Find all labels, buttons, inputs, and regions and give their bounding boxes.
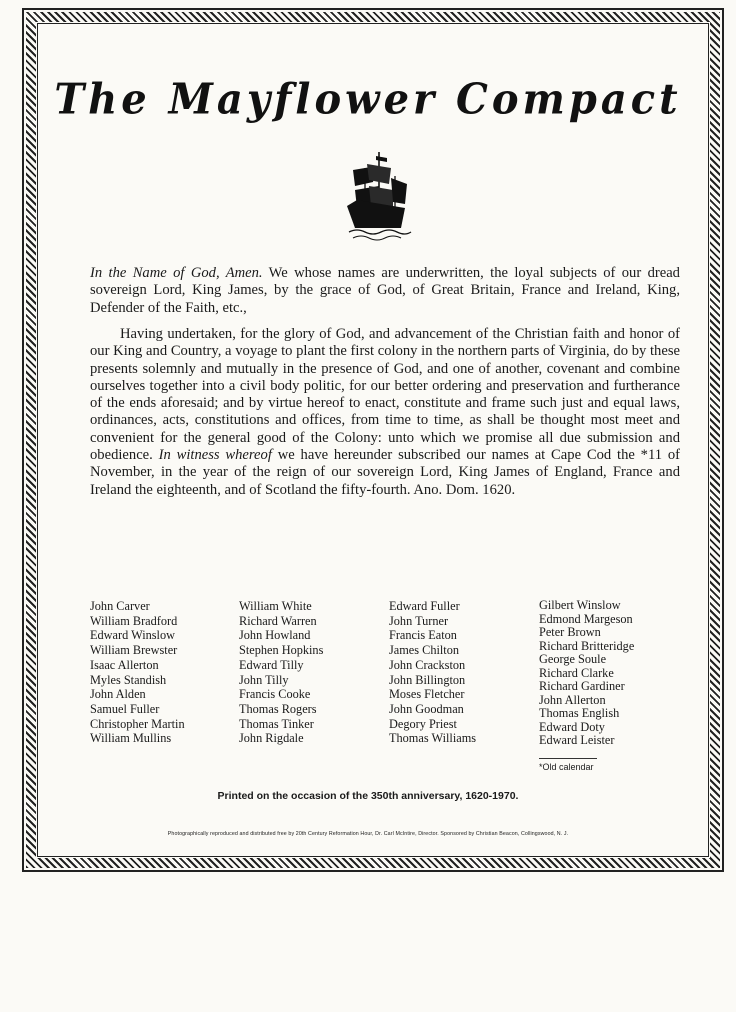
anniversary-note: Printed on the occasion of the 350th anniversary, 1620-1970. xyxy=(217,790,519,802)
signer-name: John Carver xyxy=(90,599,150,613)
footnote: *Old calendar xyxy=(539,762,594,772)
compact-body xyxy=(90,326,680,499)
signer-name: John Turner xyxy=(389,613,449,628)
signer-name: Edward Tilly xyxy=(239,657,304,672)
signer-name: John Howland xyxy=(239,628,311,643)
signer-name: Thomas Tinker xyxy=(239,716,314,731)
signer-name: Edward Fuller xyxy=(389,599,460,613)
signer-name: Francis Cooke xyxy=(239,687,311,702)
signer-name: John Rigdale xyxy=(239,731,304,746)
signer-name: Francis Eaton xyxy=(389,628,457,643)
body-text-2: we have hereunder subscribed our names at Cape Cod the *11 of November, in the year of the reign of our sovereign Lord, King James of England, France and Ireland the eighteenth, and of Scotland the fifty-fourth. Ano. Dom. 1620. xyxy=(90,447,680,498)
footnote-rule xyxy=(539,758,597,759)
signer-name: Edward Winslow xyxy=(90,628,176,643)
signer-name: Stephen Hopkins xyxy=(239,643,324,658)
signer-name: William Brewster xyxy=(90,643,178,658)
body-witness: In witness whereof xyxy=(158,447,272,464)
signer-name: John Goodman xyxy=(389,701,464,716)
body-text-1: Having undertaken, for the glory of God, and advancement of the Christian faith and honor of our King and Country, a voyage to plant the first colony in the northern parts of Virginia, do by these presents solemnly and mutually in the presence of God, and one of another, covenant and combine ourselves together into a civil body politic, for our better ordering and preservation and furtherance of the ends aforesaid; and by virtue hereof to enact, constitute and frame such just and equal laws, ordinances, acts, constitutions and offices, from time to time, as shall be thought most meet and convenient for the general good of the Colony: unto which we promise all due submission and obedience. xyxy=(90,326,680,464)
reproduction-credit: Photographically reproduced and distributed free by 20th Century Reformation Hour, Dr. Carl McIntire, Director. Sponsored by Christian Beacon, Collingswood, N. J. xyxy=(167,831,569,837)
signer-name: Samuel Fuller xyxy=(90,701,160,716)
signer-name: James Chilton xyxy=(389,643,460,658)
signer-name: Edmond Margeson xyxy=(539,611,633,626)
preamble-lead: In the Name of God, Amen. xyxy=(90,265,263,281)
signer-name: William Bradford xyxy=(90,613,178,628)
signers-column-2 xyxy=(239,599,323,746)
signer-name: John Allerton xyxy=(539,692,606,707)
signer-name: Richard Warren xyxy=(239,613,317,628)
signer-name: Edward Leister xyxy=(539,733,615,747)
signer-name: John Billington xyxy=(389,672,466,687)
signer-name: William Mullins xyxy=(90,731,172,746)
signers-column-4 xyxy=(539,599,634,748)
signer-name: Degory Priest xyxy=(389,716,457,731)
signer-name: Myles Standish xyxy=(90,672,167,687)
signer-name: Isaac Allerton xyxy=(90,657,159,672)
signer-name: Edward Doty xyxy=(539,719,605,734)
signers-column-3 xyxy=(389,599,476,746)
signer-name: Richard Gardiner xyxy=(539,679,625,693)
signer-name: Thomas Williams xyxy=(389,731,477,746)
signer-name: George Soule xyxy=(539,652,607,666)
signer-name: Gilbert Winslow xyxy=(539,598,621,612)
signer-name: Peter Brown xyxy=(539,625,601,639)
compact-preamble xyxy=(90,265,680,317)
signer-name: William White xyxy=(239,599,312,613)
ship-icon xyxy=(343,148,413,248)
signer-name: Richard Clarke xyxy=(539,665,614,680)
signer-name: Christopher Martin xyxy=(90,716,185,731)
signer-name: Moses Fletcher xyxy=(389,687,465,702)
signer-name: John Tilly xyxy=(239,672,289,687)
signer-name: John Alden xyxy=(90,687,146,702)
signer-name: Thomas English xyxy=(539,706,620,720)
signer-name: Richard Britteridge xyxy=(539,638,635,653)
document-title: The Mayflower Compact xyxy=(54,74,682,125)
signer-name: John Crackston xyxy=(389,657,466,672)
signers-column-1 xyxy=(90,599,185,746)
signer-name: Thomas Rogers xyxy=(239,701,317,716)
preamble-text: We whose names are underwritten, the loyal subjects of our dread sovereign Lord, King James, by the grace of God, of Great Britain, France and Ireland, King, Defender of the Faith, etc., xyxy=(90,265,680,316)
